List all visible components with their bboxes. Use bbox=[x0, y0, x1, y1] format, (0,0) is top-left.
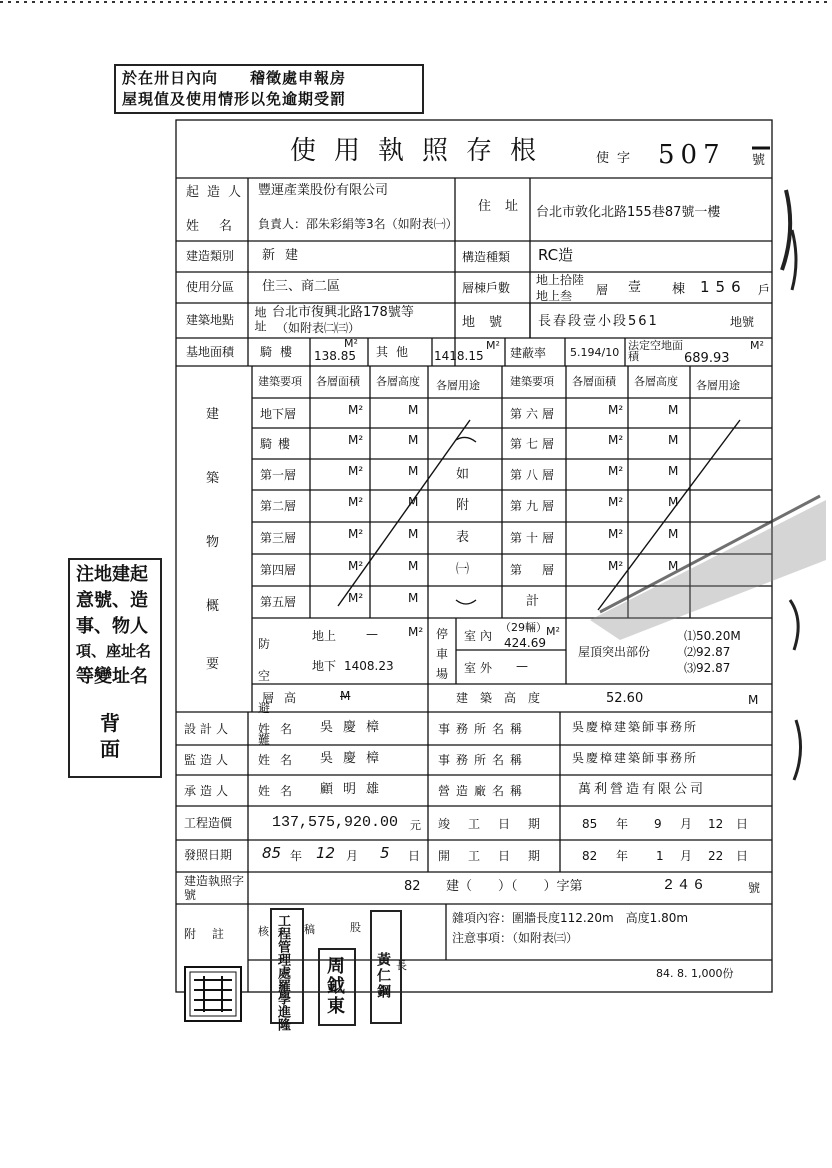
start-day-unit: 日 bbox=[736, 849, 749, 863]
completion-day: 12 bbox=[708, 817, 724, 831]
supervisor-office: 吳慶樟建築師事務所 bbox=[572, 751, 699, 765]
usage-note-2: 附 bbox=[456, 498, 470, 513]
sign-label-3: 股 bbox=[350, 921, 361, 934]
top-notice-line1: 於在卅日內向 稽徵處申報房 bbox=[122, 69, 347, 87]
floor-left-1: 地下層 bbox=[260, 407, 297, 421]
sign-label-1: 核 bbox=[258, 925, 269, 938]
permit-prefix: 使字 bbox=[596, 151, 639, 166]
hdr-left-item: 建築要項 bbox=[258, 375, 302, 388]
completion-year: 85 bbox=[582, 817, 598, 831]
floor-height-label: 層高 bbox=[262, 691, 307, 705]
indoor-count: （29輛） bbox=[500, 621, 547, 634]
summary-side-2: 築 bbox=[206, 471, 220, 486]
summary-side-3: 物 bbox=[206, 535, 220, 550]
cost-value: 137,575,920.00 bbox=[272, 814, 399, 831]
side-note-line1: 注地建起 bbox=[76, 564, 148, 585]
permit-ref-year: 82 bbox=[404, 879, 421, 894]
start-year: 82 bbox=[582, 849, 598, 863]
indoor-unit: M² bbox=[546, 625, 560, 638]
address-label: 住址 bbox=[478, 199, 533, 214]
cost-label: 工程造價 bbox=[184, 816, 233, 830]
summary-side-1: 建 bbox=[206, 407, 220, 422]
designer-office-label: 事務所名稱 bbox=[438, 722, 529, 736]
usage-note-4: ㈠ bbox=[456, 562, 470, 577]
air-raid-above-label: 地上 bbox=[312, 629, 337, 643]
area-unit-l6: M² bbox=[348, 559, 364, 573]
permit-ref-label: 建造執照字號 bbox=[184, 874, 245, 902]
outdoor-label: 室外 bbox=[464, 661, 497, 675]
floor-right-2: 第七層 bbox=[510, 437, 559, 451]
designer-label: 設計人 bbox=[184, 722, 233, 736]
hdr-right-height: 各層高度 bbox=[634, 375, 678, 388]
issue-year: 85 bbox=[262, 844, 282, 862]
area-unit-r5: M² bbox=[608, 527, 624, 541]
hdr-right-area: 各層面積 bbox=[572, 375, 616, 388]
hdr-right-item: 建築要項 bbox=[510, 375, 554, 388]
location-label: 建築地點 bbox=[186, 313, 235, 327]
permit-suffix: 號 bbox=[752, 153, 766, 168]
completion-year-unit: 年 bbox=[616, 817, 629, 831]
issue-year-unit: 年 bbox=[290, 849, 303, 863]
height-unit-r5: M bbox=[668, 527, 679, 541]
sign-label-2: 稿 bbox=[304, 923, 315, 936]
hdr-right-usage: 各層用途 bbox=[696, 379, 740, 392]
area-unit-l3: M² bbox=[348, 464, 364, 478]
height-unit-l5: M bbox=[408, 527, 419, 541]
area-unit-l7: M² bbox=[348, 591, 364, 605]
side-note-line3: 事、物人 bbox=[76, 616, 148, 637]
completion-label: 竣工日期 bbox=[438, 817, 559, 831]
permit-ref-text: 建（ ）（ ）字第 bbox=[446, 879, 583, 894]
hdr-left-area: 各層面積 bbox=[316, 375, 360, 388]
usage-note-6: 計 bbox=[526, 594, 540, 609]
completion-day-unit: 日 bbox=[736, 817, 749, 831]
floors-above: 地上拾陸 bbox=[536, 273, 585, 287]
permit-ref-num: 246 bbox=[664, 877, 710, 894]
lot-label: 地號 bbox=[462, 315, 517, 330]
arcade-unit: M² bbox=[344, 337, 358, 350]
issue-label: 發照日期 bbox=[184, 848, 233, 862]
summary-side-5: 要 bbox=[206, 657, 220, 672]
zoning-label: 使用分區 bbox=[186, 280, 235, 294]
area-unit-r6: M² bbox=[608, 559, 624, 573]
floor-right-1: 第六層 bbox=[510, 407, 559, 421]
location-address-note: （如附表㈡㈢） bbox=[276, 321, 361, 335]
start-month-unit: 月 bbox=[680, 849, 693, 863]
lot-suffix: 地號 bbox=[730, 315, 755, 329]
remarks-wall: 雜項內容：圍牆長度112.20m 高度1.80m bbox=[452, 911, 689, 925]
location-addr-label: 地址 bbox=[253, 306, 267, 334]
height-unit-r1: M bbox=[668, 403, 679, 417]
issue-month: 12 bbox=[316, 844, 336, 862]
lot-value: 長春段壹小段561 bbox=[538, 314, 659, 329]
designer-name-label: 姓名 bbox=[258, 722, 303, 736]
struct-label: 構造種類 bbox=[462, 250, 511, 264]
open-space-unit: M² bbox=[750, 339, 764, 352]
area-unit-r4: M² bbox=[608, 495, 624, 509]
bldg-height-label: 建築高度 bbox=[456, 691, 553, 705]
floor-height-value: M bbox=[340, 689, 351, 703]
supervisor-name: 吳慶樟 bbox=[320, 751, 390, 766]
zoning-value: 住三、商二區 bbox=[262, 279, 341, 294]
height-unit-l3: M bbox=[408, 464, 419, 478]
height-unit-r2: M bbox=[668, 433, 679, 447]
top-notice-line2: 屋現值及使用情形以免逾期受罰 bbox=[122, 90, 347, 108]
footer-print: 84. 8. 1,000份 bbox=[656, 967, 734, 980]
floor-right-5: 第十層 bbox=[510, 531, 559, 545]
open-space-label: 法定空地面積 bbox=[628, 339, 683, 363]
start-label: 開工日期 bbox=[438, 849, 559, 863]
floor-left-7: 第五層 bbox=[260, 595, 297, 609]
other-value: 1418.15 bbox=[434, 349, 484, 363]
air-raid-above-value: — bbox=[366, 627, 378, 641]
floor-right-4: 第九層 bbox=[510, 499, 559, 513]
start-day: 22 bbox=[708, 849, 724, 863]
roof-value-2: ⑵92.87 bbox=[684, 645, 731, 659]
contractor-firm: 萬利營造有限公司 bbox=[578, 782, 707, 797]
sign-stamp-3-text: 黃仁鋼 bbox=[375, 952, 391, 1000]
supervisor-name-label: 姓名 bbox=[258, 753, 303, 767]
contractor-name-label: 姓名 bbox=[258, 784, 303, 798]
height-unit-l6: M bbox=[408, 559, 419, 573]
designer-name: 吳慶樟 bbox=[320, 720, 390, 735]
side-note-line5: 等變址名 bbox=[76, 666, 148, 687]
site-area-label: 基地面積 bbox=[186, 345, 235, 359]
location-address: 台北市復興北路178號等 bbox=[272, 305, 414, 320]
other-unit: M² bbox=[486, 339, 500, 352]
roof-value-1: ⑴50.20M bbox=[684, 629, 741, 643]
air-raid-below-label: 地下 bbox=[312, 659, 337, 673]
start-month: 1 bbox=[656, 849, 664, 863]
summary-side-4: 概 bbox=[206, 599, 220, 614]
cost-unit: 元 bbox=[410, 819, 421, 832]
form-title: 使用執照存根 bbox=[290, 136, 555, 166]
bldg-height-unit: M bbox=[748, 693, 759, 707]
area-unit-l4: M² bbox=[348, 495, 364, 509]
applicant-label-a: 起造人 bbox=[186, 185, 250, 200]
permit-ref-suffix: 號 bbox=[748, 881, 761, 895]
height-unit-l7: M bbox=[408, 591, 419, 605]
issue-day: 5 bbox=[380, 844, 390, 862]
supervisor-office-label: 事務所名稱 bbox=[438, 753, 529, 767]
remarks-note: 注意事項：（如附表㈢） bbox=[452, 931, 579, 945]
roof-value-3: ⑶92.87 bbox=[684, 661, 731, 675]
permit-number: 507 bbox=[658, 140, 726, 170]
area-unit-l1: M² bbox=[348, 403, 364, 417]
height-unit-l2: M bbox=[408, 433, 419, 447]
floor-left-5: 第三層 bbox=[260, 531, 297, 545]
floor-left-2: 騎樓 bbox=[260, 437, 297, 451]
completion-month: 9 bbox=[654, 817, 662, 831]
indoor-area: 424.69 bbox=[504, 636, 546, 650]
sign-label-4: 長 bbox=[396, 959, 407, 972]
area-unit-l2: M² bbox=[348, 433, 364, 447]
household-unit: 戶 bbox=[758, 283, 771, 297]
height-unit-l1: M bbox=[408, 403, 419, 417]
side-note-back: 背面 bbox=[100, 711, 120, 761]
height-unit-l4: M bbox=[408, 495, 419, 509]
building-count: 壹 bbox=[628, 280, 642, 295]
contractor-firm-label: 營造廠名稱 bbox=[438, 784, 529, 798]
floor-left-6: 第四層 bbox=[260, 563, 297, 577]
floor-unit: 層 bbox=[596, 283, 609, 297]
supervisor-label: 監造人 bbox=[184, 753, 233, 767]
applicant-company: 豐運產業股份有限公司 bbox=[258, 183, 389, 198]
air-raid-below-value: 1408.23 bbox=[344, 659, 394, 673]
sign-stamp-1-text: 工程管理處羅學進隆 bbox=[275, 914, 290, 1031]
open-space-value: 689.93 bbox=[684, 351, 730, 366]
bldg-unit: 棟 bbox=[672, 282, 686, 297]
applicant-address: 台北市敦化北路155巷87號一樓 bbox=[536, 205, 721, 220]
arcade-label: 騎樓 bbox=[260, 345, 301, 359]
air-raid-above-unit: M² bbox=[408, 625, 424, 639]
completion-month-unit: 月 bbox=[680, 817, 693, 831]
outdoor-value: — bbox=[516, 659, 528, 673]
usage-note-3: 表 bbox=[456, 530, 470, 545]
remarks-label: 附註 bbox=[184, 927, 241, 941]
issue-day-unit: 日 bbox=[408, 849, 421, 863]
contractor-name: 顧明雄 bbox=[320, 782, 390, 797]
area-unit-l5: M² bbox=[348, 527, 364, 541]
side-note-line4: 項、座址名 bbox=[76, 642, 152, 660]
side-note-line2: 意號、造 bbox=[76, 590, 148, 611]
indoor-label: 室內 bbox=[464, 629, 497, 643]
other-label: 其他 bbox=[376, 345, 417, 359]
floor-left-4: 第二層 bbox=[260, 499, 297, 513]
start-year-unit: 年 bbox=[616, 849, 629, 863]
issue-month-unit: 月 bbox=[346, 849, 359, 863]
air-raid-label: 防空避難 bbox=[258, 637, 271, 747]
roof-label: 屋頂突出部份 bbox=[578, 645, 651, 659]
area-unit-r3: M² bbox=[608, 464, 624, 478]
struct-value: RC造 bbox=[538, 246, 574, 264]
floor-right-3: 第八層 bbox=[510, 468, 559, 482]
parking-label: 停車場 bbox=[436, 627, 449, 681]
applicant-rep: 負責人：邵朱彩絹等3名（如附表㈠） bbox=[258, 217, 458, 231]
floors-below: 地上叁 bbox=[536, 289, 573, 303]
bldg-height-value: 52.60 bbox=[606, 691, 644, 706]
floor-right-6: 第 層 bbox=[510, 563, 559, 577]
height-unit-r4: M bbox=[668, 495, 679, 509]
usage-note-1: 如 bbox=[456, 467, 470, 482]
floor-left-3: 第一層 bbox=[260, 468, 297, 482]
designer-office: 吳慶樟建築師事務所 bbox=[572, 720, 699, 734]
build-type-value: 新建 bbox=[262, 248, 309, 263]
hdr-left-height: 各層高度 bbox=[376, 375, 420, 388]
sign-stamp-2-text: 周鉞東 bbox=[324, 956, 345, 1016]
coverage-value: 5.194/10 bbox=[570, 346, 620, 359]
arcade-value: 138.85 bbox=[314, 349, 356, 363]
area-unit-r2: M² bbox=[608, 433, 624, 447]
area-unit-r1: M² bbox=[608, 403, 624, 417]
height-unit-r6: M bbox=[668, 559, 679, 573]
applicant-label-b: 姓名 bbox=[186, 219, 253, 234]
household-count: 156 bbox=[700, 278, 747, 296]
floors-label: 層棟戶數 bbox=[462, 281, 511, 295]
build-type-label: 建造類別 bbox=[186, 249, 235, 263]
height-unit-r3: M bbox=[668, 464, 679, 478]
contractor-label: 承造人 bbox=[184, 784, 233, 798]
hdr-left-usage: 各層用途 bbox=[436, 379, 480, 392]
coverage-label: 建蔽率 bbox=[510, 346, 547, 360]
